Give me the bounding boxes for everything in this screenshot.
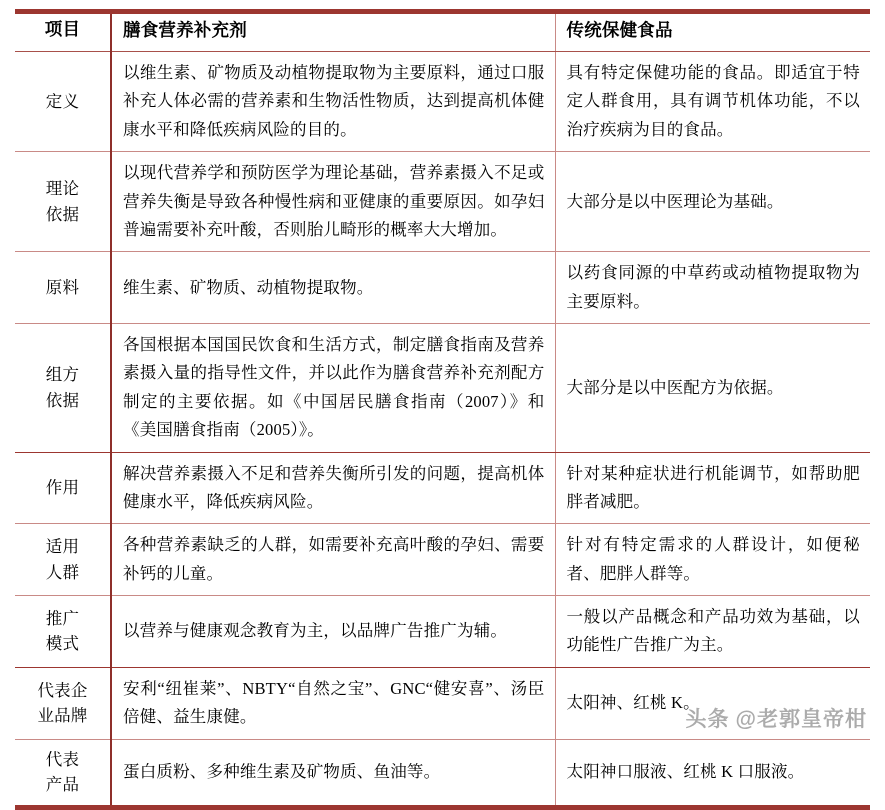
table-top-rule xyxy=(15,9,870,14)
cell-supplement-raw-material: 维生素、矿物质、动植物提取物。 xyxy=(111,252,555,324)
row-label-line-1: 代表 xyxy=(45,749,80,769)
table-row xyxy=(15,596,870,668)
cell-traditional-representative-products: 太阳神口服液、红桃 K 口服液。 xyxy=(566,761,805,781)
cell-supplement-theory-basis: 以现代营养学和预防医学为理论基础，营养素摄入不足或营养失衡是导致各种慢性病和亚健康的重要原因。如孕妇普遍需要补充叶酸，否则胎儿畸形的概率大大增加。 xyxy=(111,152,555,252)
row-label-line-2: 人群 xyxy=(45,562,80,582)
cell-supplement-definition: 以维生素、矿物质及动植物提取物为主要原料，通过口服补充人体必需的营养素和生物活性物质，达到提高机体健康水平和降低疾病风险的目的。 xyxy=(111,52,555,152)
row-label-target-group xyxy=(15,524,111,596)
table-bottom-rule xyxy=(15,805,870,810)
table-row xyxy=(15,667,870,739)
row-label-line-1: 代表企 xyxy=(37,680,88,700)
cell-supplement-formula-basis: 各国根据本国国民饮食和生活方式，制定膳食指南及营养素摄入量的指导性文件，并以此作为膳食营养补充剂配方制定的主要依据。如《中国居民膳食指南（2007）》和《美国膳食指南（2005）》。 xyxy=(111,324,555,453)
row-label-line-2: 产品 xyxy=(45,775,80,795)
cell-traditional-representative-brands: 太阳神、红桃 K。 xyxy=(555,667,870,739)
table-header-row xyxy=(15,9,870,52)
row-label-formula-basis xyxy=(15,324,111,453)
row-label-function: 作用 xyxy=(15,452,111,524)
table-row xyxy=(15,252,870,324)
row-label-definition: 定义 xyxy=(15,52,111,152)
cell-supplement-function: 解决营养素摄入不足和营养失衡所引发的问题，提高机体健康水平，降低疾病风险。 xyxy=(111,452,555,524)
table-row xyxy=(15,524,870,596)
row-label-line-1: 组方 xyxy=(45,365,80,385)
cell-traditional-function: 针对某种症状进行机能调节，如帮助肥胖者减肥。 xyxy=(555,452,870,524)
cell-supplement-promotion-model: 以营养与健康观念教育为主，以品牌广告推广为辅。 xyxy=(111,596,555,668)
table-row xyxy=(15,739,870,805)
column-header-supplement: 膳食营养补充剂 xyxy=(111,9,555,52)
row-label-representative-brands xyxy=(15,667,111,739)
row-label-line-2: 模式 xyxy=(45,634,80,654)
cell-traditional-target-group: 针对有特定需求的人群设计，如便秘者、肥胖人群等。 xyxy=(555,524,870,596)
table-row xyxy=(15,52,870,152)
comparison-table-container xyxy=(15,9,870,805)
column-header-traditional: 传统保健食品 xyxy=(555,9,870,52)
cell-traditional-raw-material: 以药食同源的中草药或动植物提取物为主要原料。 xyxy=(555,252,870,324)
cell-supplement-representative-brands: 安利“纽崔莱”、NBTY“自然之宝”、GNC“健安喜”、汤臣倍健、益生康健。 xyxy=(111,667,555,739)
row-label-line-2: 业品牌 xyxy=(37,706,88,726)
table-row xyxy=(15,152,870,252)
row-label-line-1: 理论 xyxy=(45,179,80,199)
column-header-item: 项目 xyxy=(15,9,111,52)
cell-traditional-formula-basis: 大部分是以中医配方为依据。 xyxy=(555,324,870,453)
row-label-representative-products xyxy=(15,739,111,805)
row-label-line-1: 适用 xyxy=(45,537,80,557)
cell-traditional-theory-basis: 大部分是以中医理论为基础。 xyxy=(555,152,870,252)
cell-traditional-definition: 具有特定保健功能的食品。即适宜于特定人群食用，具有调节机体功能，不以治疗疾病为目的食品。 xyxy=(555,52,870,152)
cell-supplement-representative-products: 蛋白质粉、多种维生素及矿物质、鱼油等。 xyxy=(111,739,555,805)
row-label-line-2: 依据 xyxy=(45,204,80,224)
row-label-line-1: 推广 xyxy=(45,608,80,628)
row-label-promotion-model xyxy=(15,596,111,668)
row-label-line-2: 依据 xyxy=(45,390,80,410)
row-label-theory-basis xyxy=(15,152,111,252)
table-row xyxy=(15,452,870,524)
cell-supplement-target-group: 各种营养素缺乏的人群，如需要补充高叶酸的孕妇、需要补钙的儿童。 xyxy=(111,524,555,596)
watermark-handle: @老郭皇帝柑 xyxy=(735,708,867,731)
table-row xyxy=(15,324,870,453)
row-label-raw-material: 原料 xyxy=(15,252,111,324)
cell-traditional-promotion-model: 一般以产品概念和产品功效为基础，以功能性广告推广为主。 xyxy=(555,596,870,668)
toutiao-logo-icon: 头条 xyxy=(685,708,730,731)
comparison-table xyxy=(15,9,870,805)
